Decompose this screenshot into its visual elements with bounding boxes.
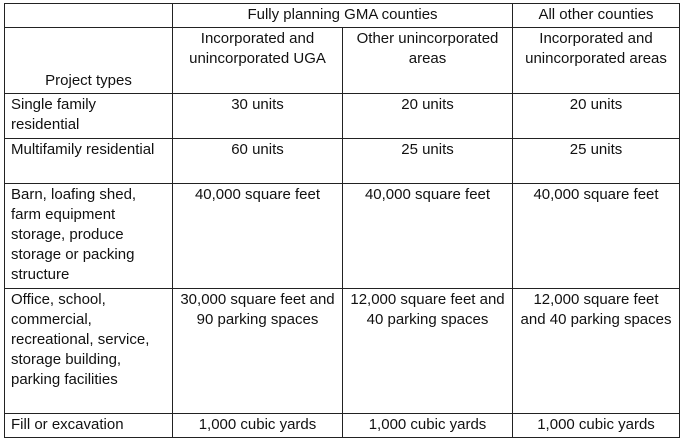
table-row (5, 289, 680, 414)
row-other-value: 20 units (343, 94, 513, 139)
row-project-type: Multifamily residential (5, 139, 173, 184)
row-project-type: Single family residential (5, 94, 173, 139)
row-project-type: Fill or excavation (5, 414, 173, 438)
row-project-type: Office, school, commercial, recreational, service, storage building, parking facilities (5, 289, 173, 414)
row-other-value: 40,000 square feet (343, 184, 513, 289)
sub-header-row (5, 28, 680, 94)
group-header-row (5, 4, 680, 28)
header-all-other-incorporated (513, 28, 680, 94)
row-all-other-value: 12,000 square feet and 40 parking spaces (513, 289, 680, 414)
row-all-other-value: 1,000 cubic yards (513, 414, 680, 438)
table-row (5, 94, 680, 139)
row-project-type: Barn, loafing shed, farm equipment storage, produce storage or packing structure (5, 184, 173, 289)
row-uga-value: 60 units (173, 139, 343, 184)
header-fully-planning: Fully planning GMA counties (173, 4, 513, 28)
row-other-value: 12,000 square feet and 40 parking spaces (343, 289, 513, 414)
empty-corner-cell (5, 4, 173, 28)
row-uga-value: 30,000 square feet and 90 parking spaces (173, 289, 343, 414)
header-other-unincorporated (343, 28, 513, 94)
header-other-unincorporated-text: Other unincorporated areas (356, 30, 499, 67)
table-row (5, 414, 680, 438)
row-all-other-value: 40,000 square feet (513, 184, 680, 289)
row-other-value: 25 units (343, 139, 513, 184)
row-all-other-value: 20 units (513, 94, 680, 139)
row-other-value: 1,000 cubic yards (343, 414, 513, 438)
table-row (5, 184, 680, 289)
header-all-other-counties: All other counties (513, 4, 680, 28)
row-all-other-value: 25 units (513, 139, 680, 184)
row-uga-value: 40,000 square feet (173, 184, 343, 289)
header-incorporated-uga-text: Incorporated and unincorporated UGA (189, 30, 326, 67)
table-row (5, 139, 680, 184)
header-project-types: Project types (5, 28, 173, 94)
header-incorporated-uga (173, 28, 343, 94)
row-uga-value: 30 units (173, 94, 343, 139)
row-uga-value: 1,000 cubic yards (173, 414, 343, 438)
header-all-other-incorporated-text: Incorporated and unincorporated areas (525, 30, 667, 67)
exemption-threshold-table (4, 3, 680, 438)
